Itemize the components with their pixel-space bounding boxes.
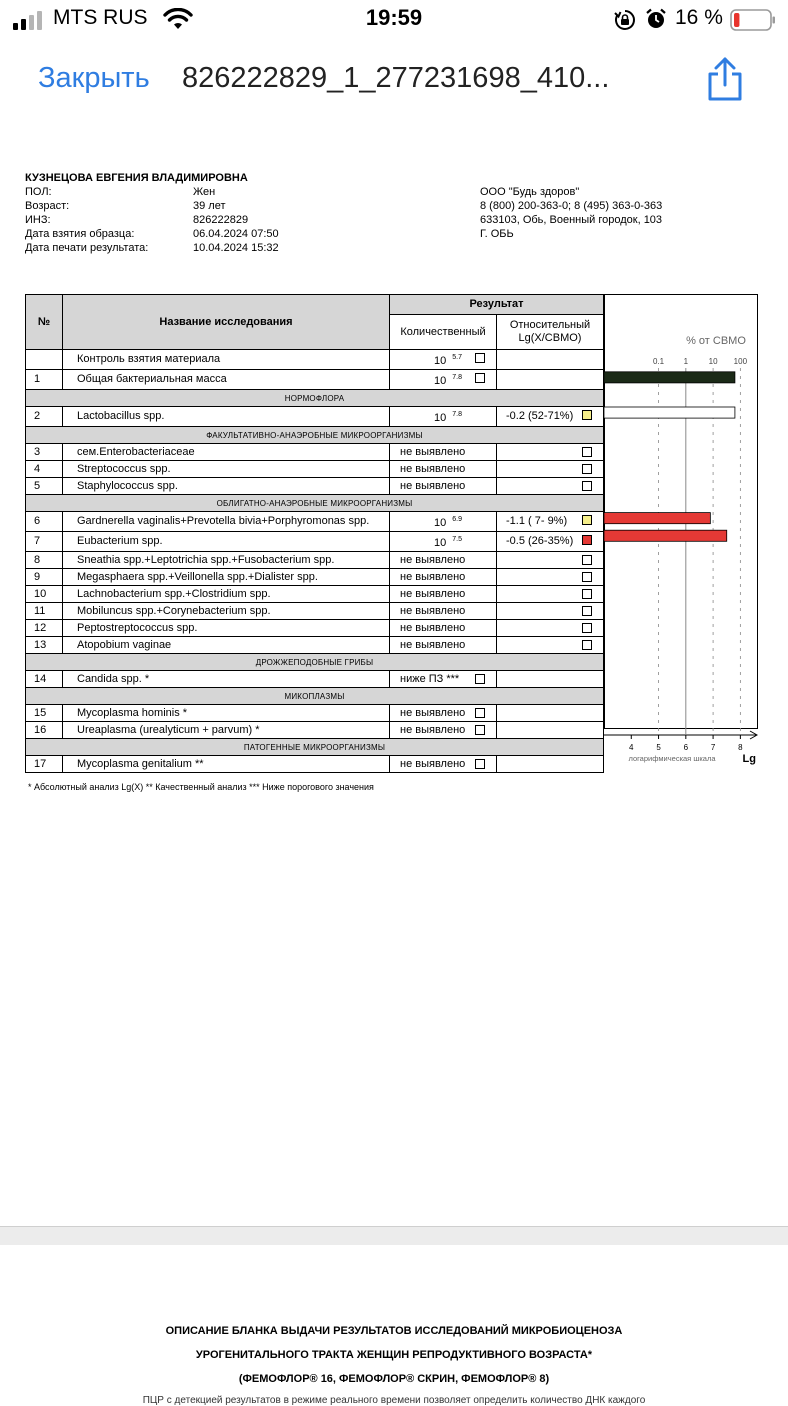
status-bar — [0, 0, 788, 40]
row-number: 7 — [26, 532, 63, 552]
table-row — [26, 370, 604, 390]
relative-cell — [497, 671, 604, 688]
test-name: Staphylococcus spp. — [63, 478, 390, 495]
row-number: 12 — [26, 620, 63, 637]
relative-cell — [497, 350, 604, 370]
percent-tick-label: 0.1 — [652, 357, 665, 366]
quantity-base: 10 — [434, 537, 447, 549]
status-checkbox — [475, 373, 485, 383]
x-tick-label: 7 — [710, 743, 716, 752]
group-header-label: ДРОЖЖЕПОДОБНЫЕ ГРИБЫ — [26, 654, 604, 671]
table-row — [26, 569, 604, 586]
relative-cell — [497, 705, 604, 722]
relative-indicator-box — [582, 447, 592, 457]
test-name: Candida spp. * — [63, 671, 390, 688]
patient-field-value: 06.04.2024 07:50 — [193, 228, 279, 240]
quantitative-cell — [390, 671, 497, 688]
lab-city: Г. ОБЬ — [480, 228, 514, 240]
table-row — [26, 671, 604, 688]
quantity-exponent: 5.7 — [452, 354, 462, 361]
quantitative-cell — [390, 444, 497, 461]
test-name: Gardnerella vaginalis+Prevotella bivia+Porphyromonas spp. — [63, 512, 390, 532]
group-header-row — [26, 739, 604, 756]
group-header-label: ОБЛИГАТНО-АНАЭРОБНЫЕ МИКРООРГАНИЗМЫ — [26, 495, 604, 512]
document-page-2 — [0, 1245, 788, 1406]
relative-indicator-box — [582, 464, 592, 474]
patient-field-value: 826222829 — [193, 214, 249, 226]
x-tick-label: 4 — [629, 743, 634, 752]
group-header-row — [26, 495, 604, 512]
relative-indicator-box — [582, 555, 592, 565]
x-axis-label: логарифмическая шкала — [628, 754, 716, 763]
status-checkbox — [475, 674, 485, 684]
test-name: Megasphaera spp.+Veillonella spp.+Dialister spp. — [63, 569, 390, 586]
x-tick-label: 5 — [656, 743, 661, 752]
quantitative-cell — [390, 461, 497, 478]
table-row — [26, 512, 604, 532]
table-row — [26, 637, 604, 654]
test-name: Streptococcus spp. — [63, 461, 390, 478]
percent-tick-label: 10 — [708, 357, 718, 366]
chart-bar — [604, 372, 735, 383]
quantitative-cell — [390, 722, 497, 739]
lab-name: ООО "Будь здоров" — [480, 186, 580, 198]
lab-phone: 8 (800) 200-363-0; 8 (495) 363-0-363 — [480, 200, 663, 212]
quantitative-cell — [390, 370, 497, 390]
table-row — [26, 478, 604, 495]
share-icon[interactable] — [705, 56, 745, 102]
patient-field-value: 10.04.2024 15:32 — [193, 242, 279, 254]
row-number: 17 — [26, 756, 63, 773]
percent-tick-label: 100 — [733, 357, 748, 366]
status-checkbox — [475, 725, 485, 735]
test-name: Mycoplasma hominis * — [63, 705, 390, 722]
table-row — [26, 350, 604, 370]
quantitative-cell — [390, 512, 497, 532]
quantitative-cell — [390, 350, 497, 370]
percent-label: % от СВМО — [686, 335, 746, 347]
quantity-text: не выявлено — [400, 621, 466, 634]
quantitative-cell — [390, 586, 497, 603]
table-row — [26, 407, 604, 427]
relative-cell — [497, 552, 604, 569]
relative-indicator-box — [582, 410, 592, 420]
row-number: 11 — [26, 603, 63, 620]
clock-time: 19:59 — [365, 5, 423, 30]
quantitative-cell — [390, 637, 497, 654]
row-number: 13 — [26, 637, 63, 654]
relative-cell — [497, 722, 604, 739]
group-header-row — [26, 654, 604, 671]
document-title: 826222829_1_277231698_410... — [182, 62, 610, 94]
quantity-exponent: 7.8 — [452, 411, 462, 418]
log-scale-chart — [604, 294, 758, 772]
relative-value: -0.2 (52-71%) — [506, 410, 574, 422]
relative-value: -1.1 ( 7- 9%) — [506, 515, 568, 527]
test-name: Контроль взятия материала — [63, 350, 390, 370]
quantity-text: не выявлено — [400, 723, 466, 736]
col-header-result: Результат — [390, 295, 604, 315]
quantity-text: не выявлено — [400, 479, 466, 492]
relative-cell — [497, 586, 604, 603]
quantitative-cell — [390, 756, 497, 773]
relative-indicator-box — [582, 572, 592, 582]
group-header-label: НОРМОФЛОРА — [26, 390, 604, 407]
relative-cell — [497, 478, 604, 495]
close-button[interactable]: Закрыть — [38, 62, 150, 94]
description-title-line: ОПИСАНИЕ БЛАНКА ВЫДАЧИ РЕЗУЛЬТАТОВ ИССЛЕДОВАНИЙ МИКРОБИОЦЕНОЗА — [165, 1325, 623, 1337]
quantity-text: не выявлено — [400, 604, 466, 617]
quantitative-cell — [390, 532, 497, 552]
x-tick-label: 8 — [738, 743, 743, 752]
quantitative-cell — [390, 620, 497, 637]
quantitative-cell — [390, 478, 497, 495]
row-number: 6 — [26, 512, 63, 532]
relative-cell — [497, 444, 604, 461]
test-name: Atopobium vaginae — [63, 637, 390, 654]
percent-tick-label: 1 — [683, 357, 689, 366]
relative-cell — [497, 461, 604, 478]
group-header-label: ФАКУЛЬТАТИВНО-АНАЭРОБНЫЕ МИКРООРГАНИЗМЫ — [26, 427, 604, 444]
patient-field-value: 39 лет — [193, 200, 226, 212]
chart-bar — [604, 530, 727, 541]
test-name: Mobiluncus spp.+Corynebacterium spp. — [63, 603, 390, 620]
quantitative-cell — [390, 569, 497, 586]
status-checkbox — [475, 708, 485, 718]
row-number: 2 — [26, 407, 63, 427]
test-name: Lachnobacterium spp.+Clostridium spp. — [63, 586, 390, 603]
col-header-quantitative: Количественный — [390, 315, 497, 350]
quantitative-cell — [390, 603, 497, 620]
relative-cell — [497, 407, 604, 427]
quantity-text: ниже ПЗ *** — [400, 672, 460, 685]
quantitative-cell — [390, 407, 497, 427]
patient-field-label: Возраст: — [25, 200, 70, 212]
relative-cell — [497, 756, 604, 773]
battery-icon — [730, 9, 776, 31]
viewer-nav-bar — [0, 40, 788, 118]
quantity-exponent: 7.8 — [452, 374, 462, 381]
relative-cell — [497, 603, 604, 620]
chart-bar — [604, 513, 710, 524]
lab-address: 633103, Обь, Военный городок, 103 — [480, 214, 663, 226]
table-row — [26, 620, 604, 637]
test-name: сем.Enterobacteriaceae — [63, 444, 390, 461]
patient-field-label: ПОЛ: — [25, 186, 52, 198]
relative-indicator-box — [582, 606, 592, 616]
quantity-text: не выявлено — [400, 638, 466, 651]
quantity-text: не выявлено — [400, 445, 466, 458]
test-name: Общая бактериальная масса — [63, 370, 390, 390]
quantity-base: 10 — [434, 375, 447, 387]
quantity-base: 10 — [434, 517, 447, 529]
quantity-text: не выявлено — [400, 757, 466, 770]
group-header-row — [26, 688, 604, 705]
document-page — [0, 122, 788, 1226]
relative-indicator-box — [582, 481, 592, 491]
test-name: Ureaplasma (urealyticum + parvum) * — [63, 722, 390, 739]
test-name: Sneathia spp.+Leptotrichia spp.+Fusobacterium spp. — [63, 552, 390, 569]
axis-end-label: Lg — [742, 753, 756, 765]
table-row — [26, 756, 604, 773]
test-name: Eubacterium spp. — [63, 532, 390, 552]
patient-field-label: Дата взятия образца: — [25, 228, 135, 240]
relative-indicator-box — [582, 640, 592, 650]
orientation-lock-icon — [614, 9, 636, 31]
test-name: Lactobacillus spp. — [63, 407, 390, 427]
quantity-base: 10 — [434, 412, 447, 424]
row-number: 4 — [26, 461, 63, 478]
relative-cell — [497, 532, 604, 552]
description-text-cut: ПЦР с детекцией результатов в режиме реального времени позволяет определить количество ДНК каждого — [142, 1395, 646, 1406]
relative-cell — [497, 569, 604, 586]
row-number: 5 — [26, 478, 63, 495]
quantity-base: 10 — [434, 355, 447, 367]
description-title-line: (ФЕМОФЛОР® 16, ФЕМОФЛОР® СКРИН, ФЕМОФЛОР® 8) — [238, 1373, 550, 1385]
relative-cell — [497, 620, 604, 637]
relative-indicator-box — [582, 515, 592, 525]
quantity-text: не выявлено — [400, 553, 466, 566]
patient-name: КУЗНЕЦОВА ЕВГЕНИЯ ВЛАДИМИРОВНА — [25, 172, 248, 184]
quantity-text: не выявлено — [400, 570, 466, 583]
quantity-text: не выявлено — [400, 587, 466, 600]
table-row — [26, 722, 604, 739]
row-number: 14 — [26, 671, 63, 688]
row-number: 9 — [26, 569, 63, 586]
relative-indicator-box — [582, 589, 592, 599]
patient-field-label: Дата печати результата: — [25, 242, 149, 254]
table-row — [26, 552, 604, 569]
row-number: 15 — [26, 705, 63, 722]
quantity-exponent: 7.5 — [452, 536, 462, 543]
row-number: 16 — [26, 722, 63, 739]
group-header-label: ПАТОГЕННЫЕ МИКРООРГАНИЗМЫ — [26, 739, 604, 756]
quantity-text: не выявлено — [400, 706, 466, 719]
description-title-line: УРОГЕНИТАЛЬНОГО ТРАКТА ЖЕНЩИН РЕПРОДУКТИВНОГО ВОЗРАСТА* — [195, 1349, 593, 1361]
relative-cell — [497, 637, 604, 654]
quantitative-cell — [390, 705, 497, 722]
status-checkbox — [475, 759, 485, 769]
test-name: Peptostreptococcus spp. — [63, 620, 390, 637]
battery-percent: 16 % — [675, 6, 723, 29]
alarm-icon — [645, 8, 667, 30]
quantity-exponent: 6.9 — [452, 516, 462, 523]
x-tick-label: 6 — [683, 743, 689, 752]
relative-cell — [497, 512, 604, 532]
status-checkbox — [475, 353, 485, 363]
table-row — [26, 586, 604, 603]
patient-field-label: ИНЗ: — [25, 214, 51, 226]
carrier-name: MTS RUS — [53, 6, 148, 29]
table-row — [26, 461, 604, 478]
row-number: 8 — [26, 552, 63, 569]
table-row — [26, 532, 604, 552]
results-table — [25, 294, 604, 773]
chart-bar — [604, 407, 735, 418]
table-row — [26, 603, 604, 620]
patient-field-value: Жен — [193, 186, 216, 198]
row-number: 3 — [26, 444, 63, 461]
table-row — [26, 444, 604, 461]
row-number: 1 — [26, 370, 63, 390]
quantitative-cell — [390, 552, 497, 569]
page-separator — [0, 1226, 788, 1246]
row-number: 10 — [26, 586, 63, 603]
row-number — [26, 350, 63, 370]
relative-value: -0.5 (26-35%) — [506, 535, 574, 547]
relative-indicator-box — [582, 535, 592, 545]
col-header-name: Название исследования — [63, 295, 390, 350]
relative-indicator-box — [582, 623, 592, 633]
col-header-relative: Относительный Lg(X/СВМО) — [497, 315, 604, 350]
footnote: * Абсолютный анализ Lg(X) ** Качественный анализ *** Ниже порогового значения — [28, 782, 374, 792]
group-header-row — [26, 390, 604, 407]
relative-cell — [497, 370, 604, 390]
quantity-text: не выявлено — [400, 462, 466, 475]
table-row — [26, 705, 604, 722]
col-header-num: № — [26, 295, 63, 350]
group-header-row — [26, 427, 604, 444]
test-name: Mycoplasma genitalium ** — [63, 756, 390, 773]
group-header-label: МИКОПЛАЗМЫ — [26, 688, 604, 705]
